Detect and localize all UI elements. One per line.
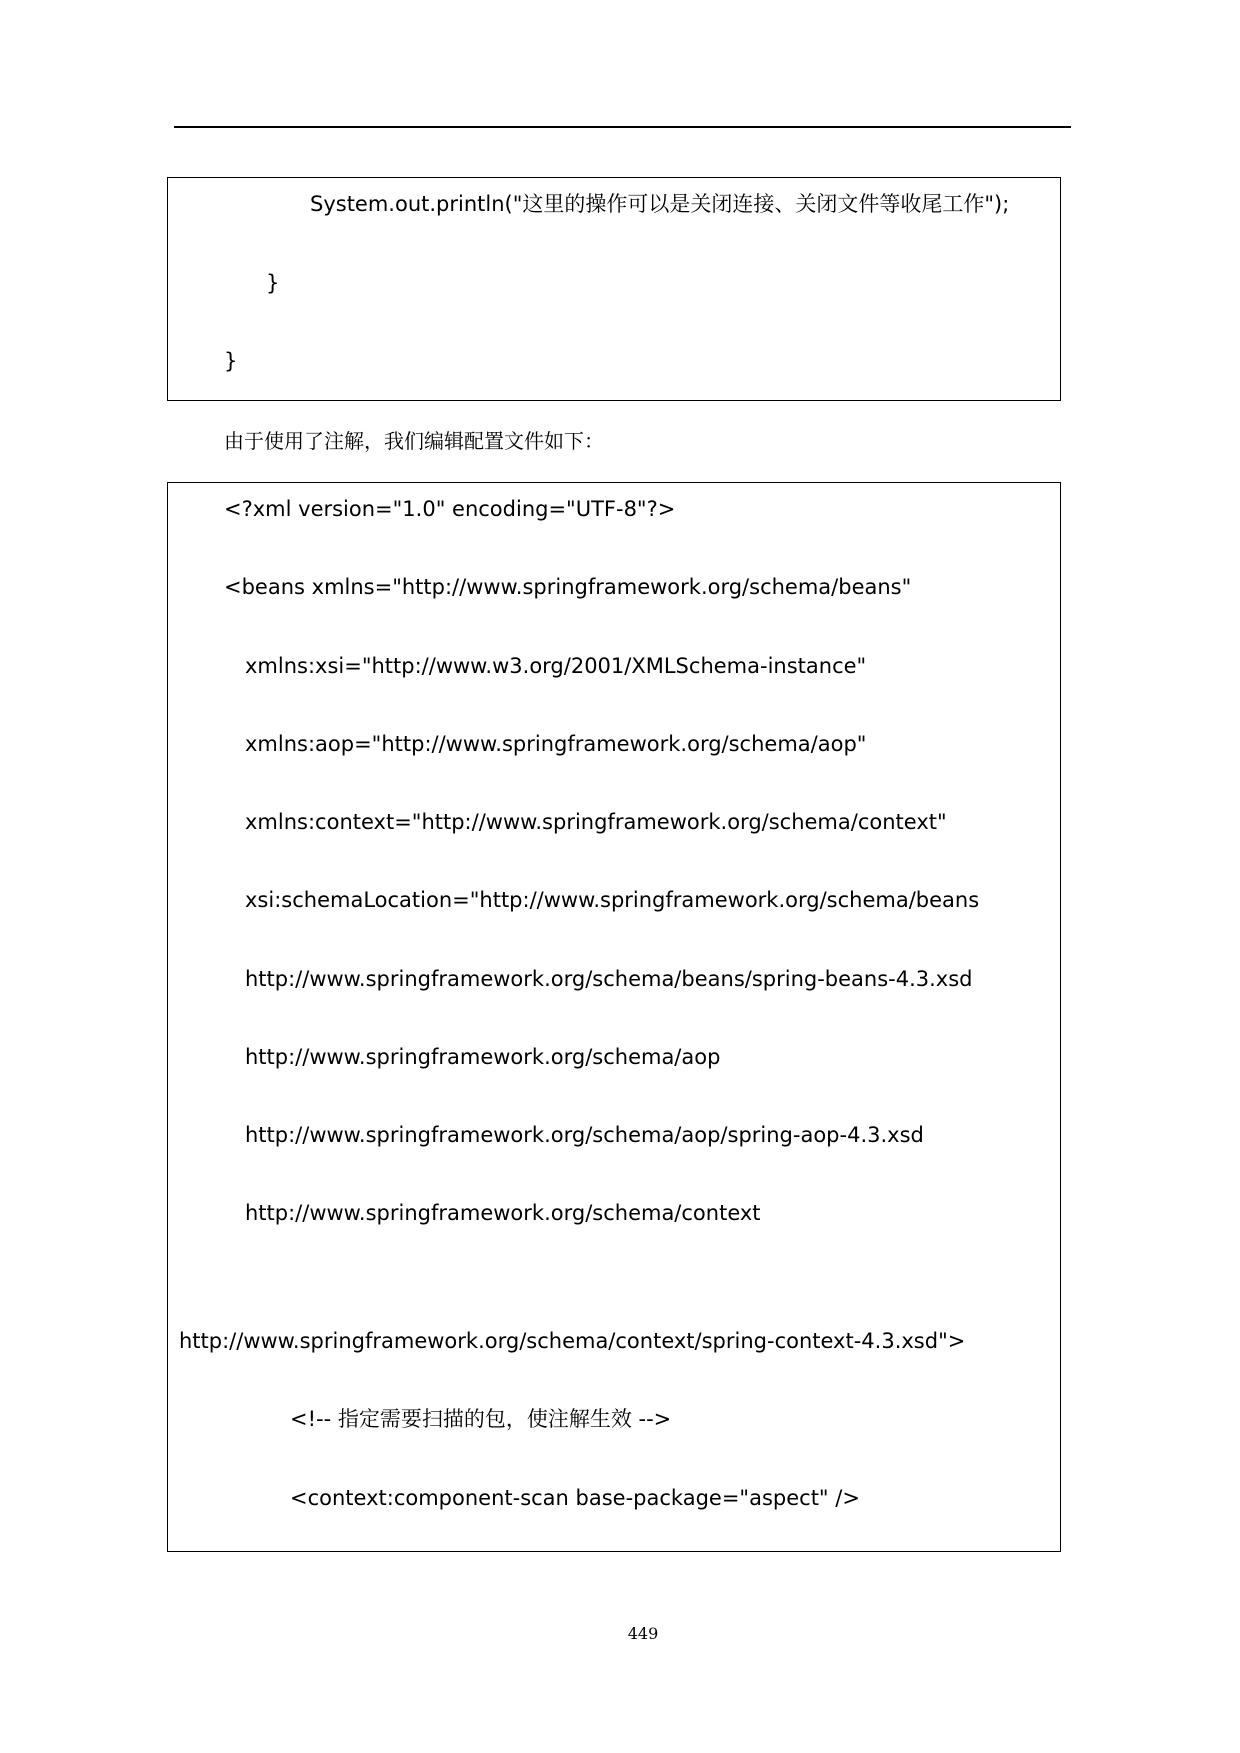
code-block-xml: [167, 482, 1061, 1552]
body-paragraph: 由于使用了注解，我们编辑配置文件如下：: [224, 429, 604, 453]
header-rule: [174, 126, 1071, 128]
code-line: http://www.springframework.org/schema/beans/spring-beans-4.3.xsd: [245, 967, 973, 991]
code-line: xmlns:context="http://www.springframework.org/schema/context": [245, 810, 947, 834]
code-line: http://www.springframework.org/schema/aop/spring-aop-4.3.xsd: [245, 1123, 924, 1147]
code-line: http://www.springframework.org/schema/aop: [245, 1045, 721, 1069]
code-line: <context:component-scan base-package="aspect" />: [290, 1486, 860, 1510]
code-line: xmlns:xsi="http://www.w3.org/2001/XMLSchema-instance": [245, 654, 867, 678]
code-line: System.out.println("这里的操作可以是关闭连接、关闭文件等收尾工作");: [310, 192, 1010, 216]
page-number: 449: [627, 1624, 659, 1643]
code-line: <beans xmlns="http://www.springframework.org/schema/beans": [224, 575, 912, 599]
code-line: }: [224, 349, 238, 373]
code-line: http://www.springframework.org/schema/context: [245, 1201, 761, 1225]
code-line: <?xml version="1.0" encoding="UTF-8"?>: [224, 497, 676, 521]
code-comment: <!-- 指定需要扫描的包，使注解生效 -->: [290, 1407, 672, 1431]
code-line: xsi:schemaLocation="http://www.springframework.org/schema/beans: [245, 888, 980, 912]
code-line: xmlns:aop="http://www.springframework.org/schema/aop": [245, 732, 867, 756]
code-line: }: [266, 271, 280, 295]
code-line: http://www.springframework.org/schema/context/spring-context-4.3.xsd">: [179, 1329, 966, 1353]
code-block-java: [167, 177, 1061, 401]
